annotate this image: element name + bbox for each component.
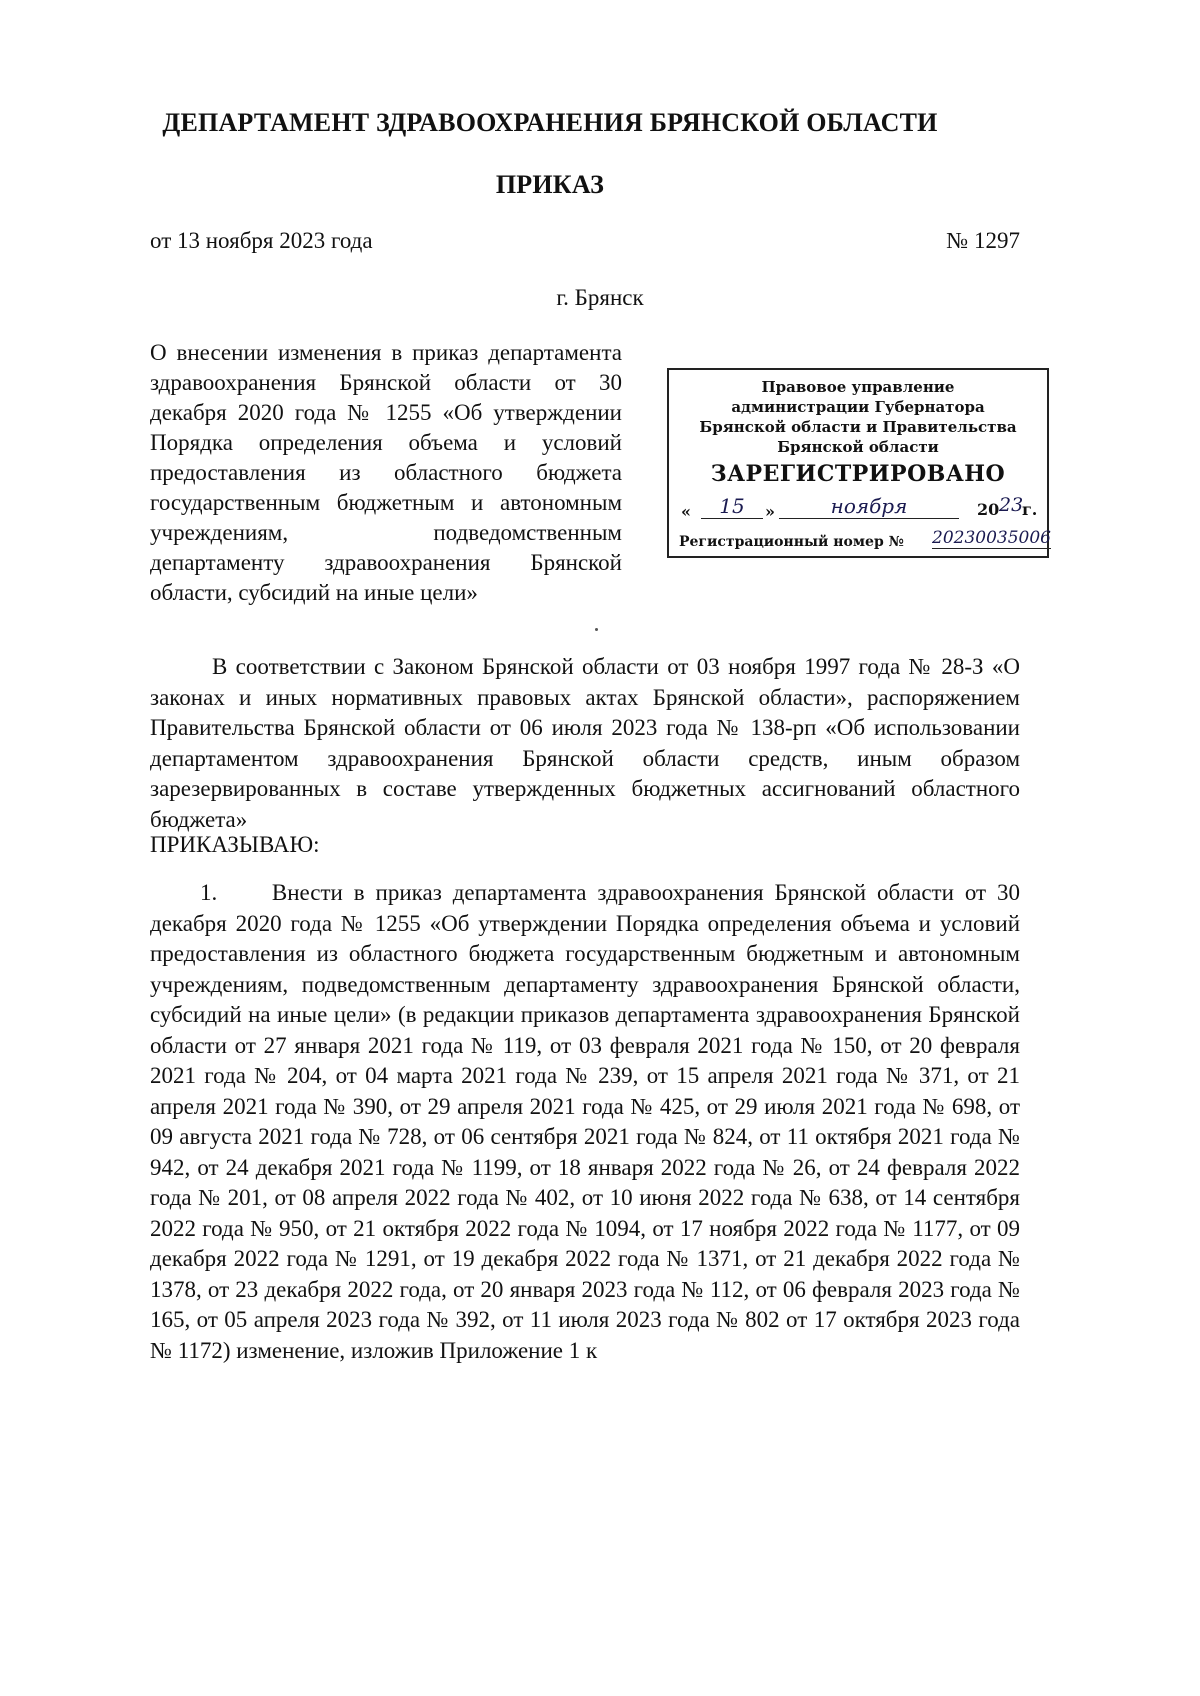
- order-command: ПРИКАЗЫВАЮ:: [150, 832, 320, 857]
- stamp-year-letter: г.: [1022, 500, 1038, 519]
- stamp-registered-label: ЗАРЕГИСТРИРОВАНО: [710, 461, 1006, 487]
- order-number: № 1297: [946, 228, 1020, 253]
- stamp-line-2: администрации Губернатора: [731, 398, 985, 416]
- stamp-reg-number-value: 20230035006: [932, 528, 1051, 548]
- stamp-year-prefix: 20: [977, 500, 1000, 519]
- preamble-paragraph: [150, 652, 1020, 835]
- stamp-reg-number-label: Регистрационный номер №: [679, 534, 904, 550]
- stamp-line-3: Брянской области и Правительства: [699, 418, 1017, 436]
- order-city: г. Брянск: [556, 285, 644, 310]
- stamp-line-4: Брянской области: [777, 438, 939, 456]
- stamp-reg-number-row: [679, 528, 1051, 552]
- stamp-line-1: Правовое управление: [761, 378, 955, 396]
- registration-stamp: [667, 368, 1049, 558]
- order-subject: О внесении изменения в приказ департамента здравоохранения Брянской области от 30 декабря 2020 года № 1255 «Об утверждении Порядка определения объема и условий предоставления из областного бюджета государственным бюджетным и автономным учреждениям, подведомственным департаменту здравоохранения Брянской области, субсидий на иные цели»: [150, 340, 622, 605]
- stamp-date-row: [677, 494, 1039, 522]
- preamble-text: В соответствии с Законом Брянской области от 03 ноября 1997 года № 28-З «О законах и иных нормативных правовых актах Брянской области», распоряжением Правительства Брянской области от 06 июля 2023 года № 138-рп «Об использовании департаментом здравоохранения Брянской области средств, иным образом зарезервированных в составе утвержденных бюджетных ассигнований областного бюджета»: [150, 654, 1020, 832]
- order-date: от 13 ноября 2023 года: [150, 228, 373, 253]
- stamp-year-suffix: 23: [999, 494, 1024, 516]
- order-title: ПРИКАЗ: [495, 170, 605, 199]
- stamp-quote-open: «: [681, 502, 691, 521]
- stamp-month: ноября: [779, 494, 959, 519]
- stamp-quote-close: »: [765, 502, 775, 521]
- clause-1-paragraph: 1. Внести в приказ департамента здравоохранения Брянской области от 30 декабря 2020 года № 1255 «Об утверждении Порядка определения объема и условий предоставления из областного бюджета государственным бюджетным и автономным учреждениям, подведомственным департаменту здравоохранения Брянской области, субсидий на иные цели» (в редакции приказов департамента здравоохранения Брянской области от 27 января 2021 года № 119, от 03 февраля 2021 года № 150, от 20 февраля 2021 года № 204, от 04 марта 2021 года № 239, от 15 апреля 2021 года № 371, от 21 апреля 2021 года № 390, от 29 апреля 2021 года № 425, от 29 июля 2021 года № 698, от 09 августа 2021 года № 728, от 06 сентября 2021 года № 824, от 11 октября 2021 года № 942, от 24 декабря 2021 года № 1199, от 18 января 2022 года № 26, от 24 февраля 2022 года № 201, от 08 апреля 2022 года № 402, от 10 июня 2022 года № 638, от 14 сентября 2022 года № 950, от 21 октября 2022 года № 1094, от 17 ноября 2022 года № 1177, от 09 декабря 2022 года № 1291, от 19 декабря 2022 года № 1371, от 21 декабря 2022 года № 1378, от 23 декабря 2022 года, от 20 января 2023 года № 112, от 06 февраля 2023 года № 165, от 05 апреля 2023 года № 392, от 11 июля 2023 года № 802 от 17 октября 2023 года № 1172) изменение, изложив Приложение 1 к: [150, 880, 1020, 1363]
- speck-mark: [595, 628, 598, 631]
- stamp-day: 15: [701, 494, 763, 519]
- department-heading: ДЕПАРТАМЕНТ ЗДРАВООХРАНЕНИЯ БРЯНСКОЙ ОБЛАСТИ: [162, 108, 938, 137]
